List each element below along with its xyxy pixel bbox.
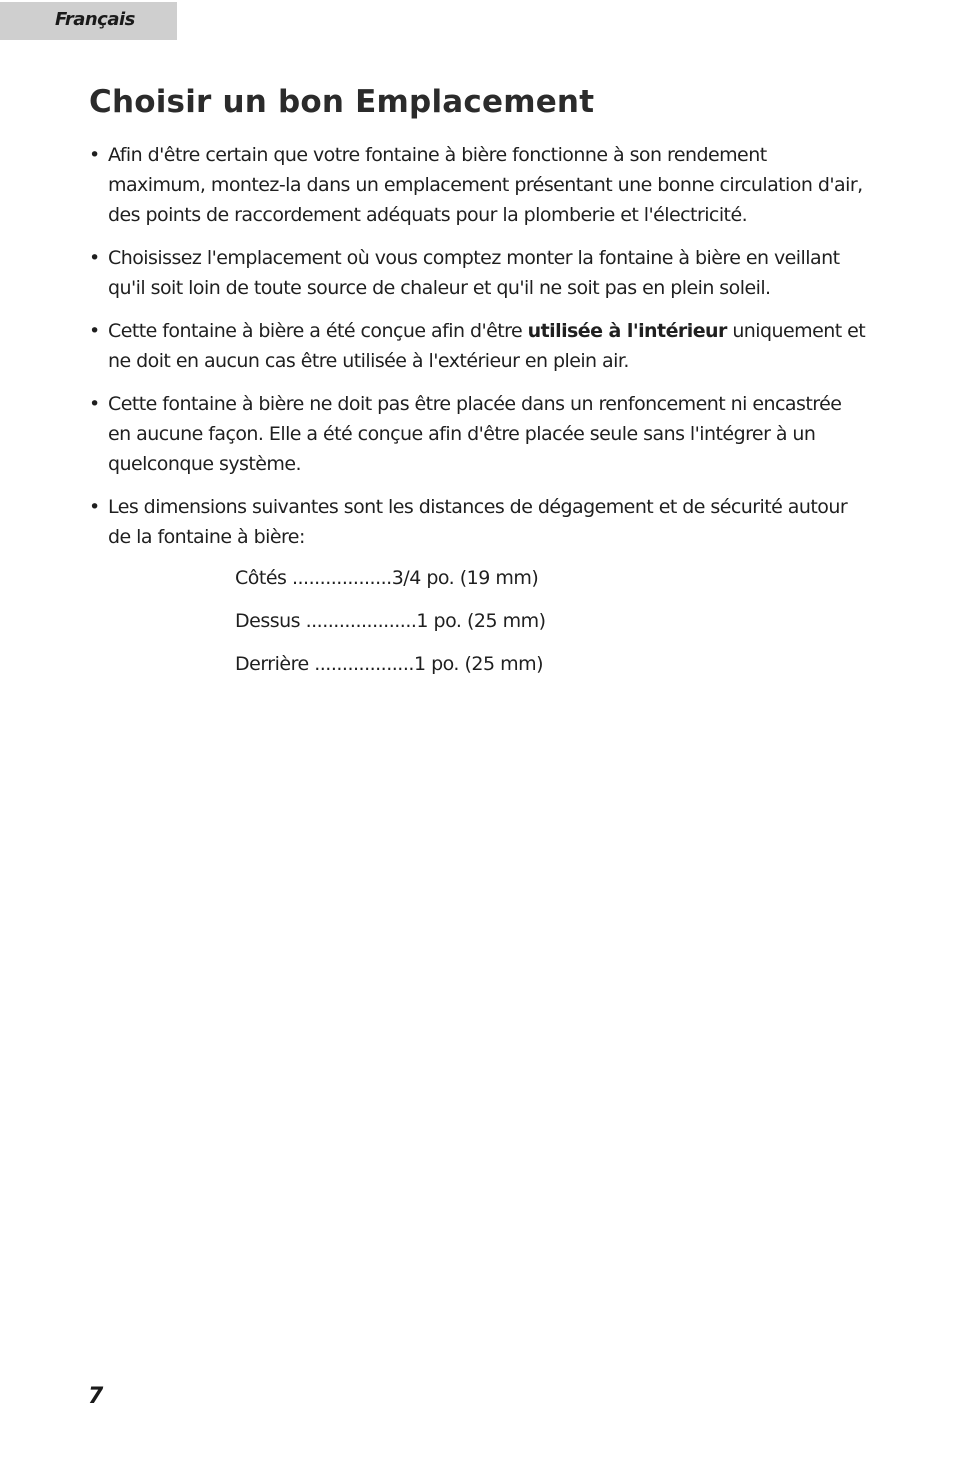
clearance-dots: .................... — [300, 610, 417, 632]
language-label: Français — [55, 9, 135, 30]
clearance-row-sides — [235, 563, 546, 593]
clearance-value: 1 po. (25 mm) — [416, 610, 546, 632]
list-item — [89, 316, 869, 376]
list-item — [89, 492, 869, 552]
list-item — [89, 243, 869, 303]
clearance-value: 3/4 po. (19 mm) — [391, 567, 539, 589]
clearance-dots: .................. — [286, 567, 392, 589]
bullet-list — [89, 140, 869, 565]
list-item-text-after: uniquement et ne doit en aucun cas être utilisée à l'extérieur en plein air. — [108, 320, 866, 372]
list-item-text: Les dimensions suivantes sont les distances de dégagement et de sécurité autour de la fontaine à bière: — [108, 496, 848, 548]
bullet-icon: • — [89, 247, 100, 269]
clearance-row-back — [235, 649, 546, 679]
clearance-value: 1 po. (25 mm) — [413, 653, 544, 675]
list-item-text: Cette fontaine à bière ne doit pas être placée dans un renfoncement ni encastrée en aucune façon. Elle a été conçue afin d'être placée seule sans l'intégrer à un quelconque système. — [108, 393, 842, 475]
list-item — [89, 140, 869, 230]
list-item-text: Afin d'être certain que votre fontaine à bière fonctionne à son rendement maximum, montez-la dans un emplacement présentant une bonne circulation d'air, des points de raccordement adéquats pour la plomberie et l'électricité. — [108, 144, 863, 226]
clearance-row-top — [235, 606, 546, 636]
clearance-label: Côtés — [235, 567, 287, 589]
clearance-label: Derrière — [235, 653, 309, 675]
indoor-use-emphasis: utilisée à l'intérieur — [527, 320, 727, 342]
clearance-label: Dessus — [235, 610, 301, 632]
clearance-table — [235, 563, 546, 692]
list-item-text-before: Cette fontaine à bière a été conçue afin d'être — [108, 320, 528, 342]
bullet-icon: • — [89, 144, 100, 166]
language-tab — [0, 2, 177, 40]
clearance-dots: .................. — [308, 653, 414, 675]
list-item — [89, 389, 869, 479]
list-item-text: Choisissez l'emplacement où vous comptez monter la fontaine à bière en veillant qu'il soit loin de toute source de chaleur et qu'il ne soit pas en plein soleil. — [108, 247, 840, 299]
page-number: 7 — [88, 1384, 104, 1409]
bullet-icon: • — [89, 496, 100, 518]
page-title: Choisir un bon Emplacement — [89, 84, 595, 120]
bullet-icon: • — [89, 393, 100, 415]
bullet-icon: • — [89, 320, 100, 342]
